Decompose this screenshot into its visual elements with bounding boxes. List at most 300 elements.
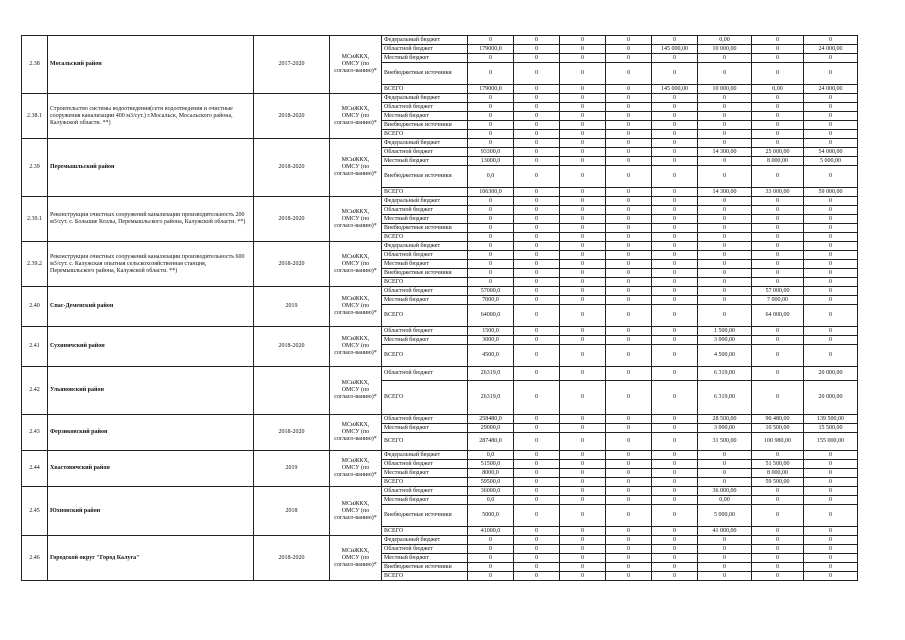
- amount-cell: 0: [752, 487, 804, 496]
- funding-source: Внебюджетные источники: [382, 121, 468, 130]
- amount-cell: 0: [514, 94, 560, 103]
- amount-cell: 0: [698, 103, 752, 112]
- amount-cell: 0: [514, 527, 560, 536]
- amount-cell: 155 000,00: [804, 433, 858, 451]
- amount-cell: 145 000,00: [652, 85, 698, 94]
- amount-cell: 0: [652, 554, 698, 563]
- amount-cell: 0: [752, 36, 804, 45]
- amount-cell: 10 500,00: [752, 424, 804, 433]
- amount-cell: 0: [752, 103, 804, 112]
- executor: МСиЖКХ, ОМСУ (по согласо-ванию)*: [330, 487, 382, 536]
- amount-cell: 51500,0: [468, 460, 514, 469]
- amount-cell: 0: [804, 121, 858, 130]
- amount-cell: 57000,0: [468, 287, 514, 296]
- executor: МСиЖКХ, ОМСУ (по согласо-ванию)*: [330, 451, 382, 487]
- amount-cell: 0: [652, 112, 698, 121]
- period: 2018-2020: [254, 327, 330, 367]
- amount-cell: 0: [606, 233, 652, 242]
- amount-cell: 0: [752, 345, 804, 367]
- period: 2017-2020: [254, 36, 330, 94]
- period: 2018-2020: [254, 94, 330, 139]
- amount-cell: 36000,0: [468, 487, 514, 496]
- row-number: 2.46: [22, 536, 48, 581]
- amount-cell: 0: [468, 554, 514, 563]
- amount-cell: 0: [514, 188, 560, 197]
- amount-cell: 0: [560, 527, 606, 536]
- amount-cell: 0: [652, 260, 698, 269]
- amount-cell: 0: [652, 536, 698, 545]
- amount-cell: 0: [514, 45, 560, 54]
- amount-cell: 0: [606, 278, 652, 287]
- row-number: 2.39: [22, 139, 48, 197]
- amount-cell: 0: [514, 545, 560, 554]
- amount-cell: 0: [606, 242, 652, 251]
- funding-source: Внебюджетные источники: [382, 269, 468, 278]
- amount-cell: 0: [752, 233, 804, 242]
- amount-cell: 0: [606, 496, 652, 505]
- amount-cell: 0: [514, 478, 560, 487]
- amount-cell: 0: [804, 251, 858, 260]
- amount-cell: 57 000,00: [752, 287, 804, 296]
- row-number: 2.44: [22, 451, 48, 487]
- object-name: Ульяновский район: [48, 367, 254, 415]
- table-row: [22, 242, 858, 251]
- period: 2018-2020: [254, 197, 330, 242]
- amount-cell: 24 000,00: [804, 85, 858, 94]
- amount-cell: 0: [752, 505, 804, 527]
- funding-source: Областной бюджет: [382, 415, 468, 424]
- amount-cell: 0: [560, 424, 606, 433]
- amount-cell: 0: [804, 130, 858, 139]
- amount-cell: 0: [804, 269, 858, 278]
- period: 2018-2020: [254, 139, 330, 197]
- funding-source: Местный бюджет: [382, 260, 468, 269]
- amount-cell: 0: [606, 433, 652, 451]
- funding-source: ВСЕГО: [382, 345, 468, 367]
- amount-cell: 0: [606, 197, 652, 206]
- amount-cell: 0: [514, 336, 560, 345]
- amount-cell: 0: [514, 251, 560, 260]
- amount-cell: 0: [514, 85, 560, 94]
- amount-cell: 0: [514, 305, 560, 327]
- amount-cell: 0: [560, 36, 606, 45]
- amount-cell: 0: [606, 260, 652, 269]
- amount-cell: 3 000,00: [698, 424, 752, 433]
- amount-cell: 41 000,00: [698, 527, 752, 536]
- amount-cell: 0: [606, 505, 652, 527]
- amount-cell: 41000,0: [468, 527, 514, 536]
- amount-cell: 0: [606, 367, 652, 381]
- amount-cell: 0: [468, 242, 514, 251]
- amount-cell: 287480,0: [468, 433, 514, 451]
- amount-cell: 20 000,00: [804, 367, 858, 381]
- executor: МСиЖКХ, ОМСУ (по согласо-ванию)*: [330, 327, 382, 367]
- funding-source: ВСЕГО: [382, 305, 468, 327]
- amount-cell: 0: [606, 139, 652, 148]
- amount-cell: 0: [652, 563, 698, 572]
- funding-source: Областной бюджет: [382, 367, 468, 381]
- table-row: [22, 94, 858, 103]
- amount-cell: 0: [698, 166, 752, 188]
- amount-cell: 100 980,00: [752, 433, 804, 451]
- amount-cell: 0: [698, 305, 752, 327]
- amount-cell: 0: [698, 121, 752, 130]
- amount-cell: 0: [652, 54, 698, 63]
- amount-cell: 0: [804, 563, 858, 572]
- amount-cell: 0: [560, 224, 606, 233]
- amount-cell: 0: [606, 554, 652, 563]
- amount-cell: 179000,0: [468, 45, 514, 54]
- amount-cell: 0: [698, 157, 752, 166]
- amount-cell: 0: [514, 260, 560, 269]
- amount-cell: 0: [652, 336, 698, 345]
- amount-cell: 0: [804, 451, 858, 460]
- amount-cell: 0: [468, 206, 514, 215]
- amount-cell: 0: [560, 415, 606, 424]
- executor: МСиЖКХ, ОМСУ (по согласо-ванию)*: [330, 36, 382, 94]
- amount-cell: 0: [804, 460, 858, 469]
- amount-cell: 0: [752, 496, 804, 505]
- amount-cell: 0: [804, 296, 858, 305]
- amount-cell: 8 000,00: [752, 157, 804, 166]
- amount-cell: 0: [560, 139, 606, 148]
- funding-source: Областной бюджет: [382, 545, 468, 554]
- funding-source: Областной бюджет: [382, 148, 468, 157]
- amount-cell: 0: [514, 139, 560, 148]
- amount-cell: 0: [804, 536, 858, 545]
- object-name: Ферзиковский район: [48, 415, 254, 451]
- funding-source: Местный бюджет: [382, 112, 468, 121]
- funding-source: Внебюджетные источники: [382, 505, 468, 527]
- amount-cell: 0: [804, 287, 858, 296]
- amount-cell: 179000,0: [468, 85, 514, 94]
- amount-cell: 139 500,00: [804, 415, 858, 424]
- amount-cell: 0: [606, 487, 652, 496]
- amount-cell: 0: [752, 336, 804, 345]
- amount-cell: 0: [804, 112, 858, 121]
- funding-source: ВСЕГО: [382, 278, 468, 287]
- amount-cell: 0: [652, 505, 698, 527]
- period: 2019: [254, 287, 330, 327]
- amount-cell: 0: [606, 327, 652, 336]
- amount-cell: 26319,0: [468, 381, 514, 415]
- funding-source: Областной бюджет: [382, 206, 468, 215]
- period: [254, 367, 330, 415]
- amount-cell: 0: [514, 381, 560, 415]
- amount-cell: 31 500,00: [698, 433, 752, 451]
- amount-cell: 0: [804, 554, 858, 563]
- amount-cell: 0: [652, 327, 698, 336]
- amount-cell: 0: [468, 112, 514, 121]
- object-name: Городской округ "Город Калуга": [48, 536, 254, 581]
- amount-cell: 0: [804, 527, 858, 536]
- amount-cell: 0: [698, 536, 752, 545]
- amount-cell: 0: [468, 94, 514, 103]
- amount-cell: 0: [468, 130, 514, 139]
- amount-cell: 0: [560, 278, 606, 287]
- funding-source: Областной бюджет: [382, 487, 468, 496]
- amount-cell: 0: [698, 251, 752, 260]
- table-row: [22, 139, 858, 148]
- amount-cell: 0: [514, 197, 560, 206]
- amount-cell: 0: [606, 206, 652, 215]
- amount-cell: 0: [606, 345, 652, 367]
- amount-cell: 0: [752, 166, 804, 188]
- amount-cell: 29000,0: [468, 424, 514, 433]
- amount-cell: 0: [804, 54, 858, 63]
- amount-cell: 0: [652, 269, 698, 278]
- amount-cell: 0: [514, 554, 560, 563]
- amount-cell: 0: [560, 381, 606, 415]
- funding-source: Местный бюджет: [382, 424, 468, 433]
- amount-cell: 0: [606, 478, 652, 487]
- amount-cell: 7000,0: [468, 296, 514, 305]
- amount-cell: 0: [514, 345, 560, 367]
- amount-cell: 0: [652, 215, 698, 224]
- amount-cell: 0: [804, 469, 858, 478]
- amount-cell: 0: [468, 251, 514, 260]
- amount-cell: 0: [514, 166, 560, 188]
- amount-cell: 0: [560, 112, 606, 121]
- amount-cell: 0: [560, 478, 606, 487]
- funding-source: Областной бюджет: [382, 103, 468, 112]
- amount-cell: 0: [514, 536, 560, 545]
- amount-cell: 0: [752, 112, 804, 121]
- amount-cell: 0: [652, 197, 698, 206]
- amount-cell: 0: [752, 251, 804, 260]
- amount-cell: 6 319,00: [698, 367, 752, 381]
- amount-cell: 0: [804, 94, 858, 103]
- amount-cell: 0: [652, 148, 698, 157]
- amount-cell: 0: [514, 563, 560, 572]
- amount-cell: 0,0: [468, 496, 514, 505]
- amount-cell: 0: [560, 130, 606, 139]
- amount-cell: 0: [514, 496, 560, 505]
- amount-cell: 0: [652, 545, 698, 554]
- object-name: Реконструкция очистных сооружений канализации производительность 200 м3/сут. с. Большие Козлы, Перемышльского района, Калужской области. **): [48, 197, 254, 242]
- amount-cell: 0: [514, 505, 560, 527]
- amount-cell: 0: [514, 157, 560, 166]
- funding-source: Областной бюджет: [382, 45, 468, 54]
- amount-cell: 0: [804, 345, 858, 367]
- amount-cell: 0: [752, 536, 804, 545]
- amount-cell: 0: [514, 415, 560, 424]
- amount-cell: 0: [560, 572, 606, 581]
- amount-cell: 0: [606, 269, 652, 278]
- amount-cell: 0: [468, 54, 514, 63]
- amount-cell: 0: [468, 197, 514, 206]
- amount-cell: 0: [804, 63, 858, 85]
- amount-cell: 10 000,00: [698, 45, 752, 54]
- amount-cell: 0: [752, 327, 804, 336]
- amount-cell: 0: [560, 166, 606, 188]
- executor: МСиЖКХ, ОМСУ (по согласо-ванию)*: [330, 197, 382, 242]
- amount-cell: 0: [468, 233, 514, 242]
- executor: МСиЖКХ, ОМСУ (по согласо-ванию)*: [330, 415, 382, 451]
- amount-cell: 0: [468, 215, 514, 224]
- amount-cell: 0: [752, 381, 804, 415]
- amount-cell: 0: [606, 45, 652, 54]
- amount-cell: 0: [698, 269, 752, 278]
- funding-source: Федеральный бюджет: [382, 536, 468, 545]
- amount-cell: 0: [652, 63, 698, 85]
- amount-cell: 0: [652, 287, 698, 296]
- amount-cell: 26319,0: [468, 367, 514, 381]
- amount-cell: 54 000,00: [804, 148, 858, 157]
- amount-cell: 0: [698, 278, 752, 287]
- amount-cell: 7 000,00: [752, 296, 804, 305]
- amount-cell: 0: [468, 224, 514, 233]
- amount-cell: 0: [560, 94, 606, 103]
- amount-cell: 0: [698, 260, 752, 269]
- period: 2018-2020: [254, 242, 330, 287]
- amount-cell: 64 000,00: [752, 305, 804, 327]
- amount-cell: 0: [752, 63, 804, 85]
- amount-cell: 0: [752, 224, 804, 233]
- amount-cell: 0: [606, 36, 652, 45]
- amount-cell: 0: [804, 139, 858, 148]
- object-name: Строительство системы водоотведения(сети водоотведения и очистные сооружения канализации 400 м3/сут.) г.Мосальск, Мосальского района, Калужской области. **): [48, 94, 254, 139]
- amount-cell: 0: [560, 45, 606, 54]
- amount-cell: 0: [514, 63, 560, 85]
- amount-cell: 0: [606, 121, 652, 130]
- amount-cell: 0: [560, 148, 606, 157]
- amount-cell: 0: [468, 545, 514, 554]
- amount-cell: 51 500,00: [752, 460, 804, 469]
- amount-cell: 106300,0: [468, 188, 514, 197]
- amount-cell: 0: [698, 215, 752, 224]
- row-number: 2.42: [22, 367, 48, 415]
- amount-cell: 0: [560, 251, 606, 260]
- funding-source: Местный бюджет: [382, 215, 468, 224]
- amount-cell: 0: [698, 545, 752, 554]
- amount-cell: 0: [804, 505, 858, 527]
- amount-cell: 0: [606, 166, 652, 188]
- amount-cell: 0: [652, 451, 698, 460]
- amount-cell: 0: [804, 305, 858, 327]
- amount-cell: 0: [468, 278, 514, 287]
- funding-source: Областной бюджет: [382, 327, 468, 336]
- executor: МСиЖКХ, ОМСУ (по согласо-ванию)*: [330, 367, 382, 415]
- funding-source: Федеральный бюджет: [382, 242, 468, 251]
- funding-source: Местный бюджет: [382, 54, 468, 63]
- period: 2018-2020: [254, 415, 330, 451]
- amount-cell: 0: [652, 121, 698, 130]
- amount-cell: 0: [698, 469, 752, 478]
- funding-source: ВСЕГО: [382, 478, 468, 487]
- object-name: Реконструкция очистных сооружений канализации производительность 600 м3/сут. с. Калужская опытная сельскохозяйственная станция, Перемышльского района, Калужской области. **): [48, 242, 254, 287]
- amount-cell: 59 000,00: [804, 188, 858, 197]
- amount-cell: 1 500,00: [698, 327, 752, 336]
- amount-cell: 0: [652, 433, 698, 451]
- amount-cell: 0: [752, 139, 804, 148]
- funding-source: ВСЕГО: [382, 130, 468, 139]
- funding-source: Местный бюджет: [382, 496, 468, 505]
- amount-cell: 0: [606, 112, 652, 121]
- amount-cell: 5000,0: [468, 505, 514, 527]
- amount-cell: 0: [560, 327, 606, 336]
- amount-cell: 0: [514, 215, 560, 224]
- executor: МСиЖКХ, ОМСУ (по согласо-ванию)*: [330, 139, 382, 197]
- funding-source: ВСЕГО: [382, 233, 468, 242]
- amount-cell: 0: [804, 572, 858, 581]
- amount-cell: 0: [652, 130, 698, 139]
- amount-cell: 8 000,00: [752, 469, 804, 478]
- amount-cell: 0: [514, 130, 560, 139]
- amount-cell: 0: [606, 469, 652, 478]
- amount-cell: 0: [514, 287, 560, 296]
- amount-cell: 0: [652, 345, 698, 367]
- amount-cell: 15 500,00: [804, 424, 858, 433]
- amount-cell: 0: [606, 215, 652, 224]
- amount-cell: 0: [560, 206, 606, 215]
- amount-cell: 0: [804, 278, 858, 287]
- amount-cell: 0: [752, 451, 804, 460]
- amount-cell: 0: [652, 36, 698, 45]
- amount-cell: 0: [804, 166, 858, 188]
- funding-source: ВСЕГО: [382, 381, 468, 415]
- object-name: Спас-Деменский район: [48, 287, 254, 327]
- amount-cell: 0: [560, 103, 606, 112]
- amount-cell: 0: [804, 260, 858, 269]
- amount-cell: 0: [514, 242, 560, 251]
- amount-cell: 0: [514, 460, 560, 469]
- amount-cell: 0: [560, 215, 606, 224]
- amount-cell: 0: [468, 36, 514, 45]
- amount-cell: 33 000,00: [752, 188, 804, 197]
- funding-source: Федеральный бюджет: [382, 94, 468, 103]
- amount-cell: 0: [606, 381, 652, 415]
- amount-cell: 0: [804, 103, 858, 112]
- amount-cell: 0: [652, 305, 698, 327]
- amount-cell: 0: [804, 242, 858, 251]
- amount-cell: 0: [606, 545, 652, 554]
- row-number: 2.39.1: [22, 197, 48, 242]
- amount-cell: 0: [606, 54, 652, 63]
- amount-cell: 5 000,00: [804, 157, 858, 166]
- amount-cell: 0: [514, 36, 560, 45]
- amount-cell: 0: [804, 233, 858, 242]
- amount-cell: 1500,0: [468, 327, 514, 336]
- amount-cell: 0: [752, 54, 804, 63]
- amount-cell: 0: [606, 85, 652, 94]
- amount-cell: 0: [468, 63, 514, 85]
- funding-source: Областной бюджет: [382, 287, 468, 296]
- amount-cell: 0: [606, 305, 652, 327]
- amount-cell: 0: [514, 269, 560, 278]
- amount-cell: 0: [606, 536, 652, 545]
- amount-cell: 0: [752, 572, 804, 581]
- amount-cell: 0: [468, 536, 514, 545]
- period: 2019: [254, 451, 330, 487]
- amount-cell: 0: [606, 424, 652, 433]
- amount-cell: 0: [752, 121, 804, 130]
- table-row: [22, 327, 858, 336]
- funding-source: Местный бюджет: [382, 336, 468, 345]
- amount-cell: 0: [652, 572, 698, 581]
- funding-source: Местный бюджет: [382, 296, 468, 305]
- amount-cell: 3 000,00: [698, 336, 752, 345]
- table-row: [22, 415, 858, 424]
- amount-cell: 0: [752, 215, 804, 224]
- amount-cell: 0: [752, 554, 804, 563]
- amount-cell: 0: [606, 63, 652, 85]
- amount-cell: 0: [804, 36, 858, 45]
- funding-source: ВСЕГО: [382, 572, 468, 581]
- amount-cell: 4 500,00: [698, 345, 752, 367]
- amount-cell: 0: [652, 381, 698, 415]
- amount-cell: 0: [606, 296, 652, 305]
